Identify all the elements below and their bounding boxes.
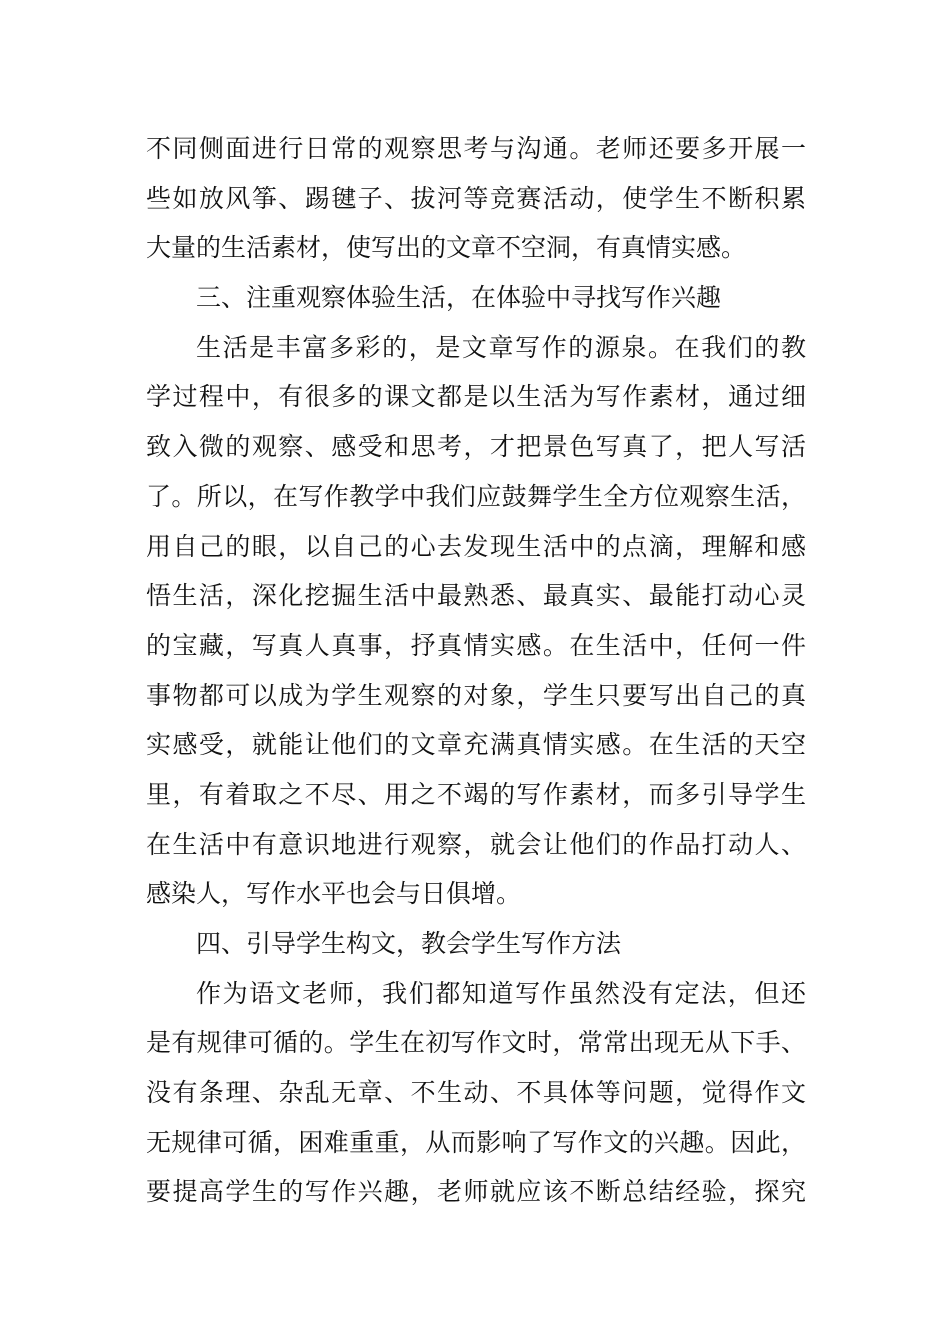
text-line: 悟生活，深化挖掘生活中最熟悉、最真实、最能打动心灵 <box>146 581 806 611</box>
text-line: 在生活中有意识地进行观察，就会让他们的作品打动人、 <box>146 829 806 859</box>
body-text <box>146 124 806 1217</box>
text-line: 是有规律可循的。学生在初写作文时，常常出现无从下手、 <box>146 1028 806 1058</box>
text-line: 作为语文老师，我们都知道写作虽然没有定法，但还 <box>196 978 806 1008</box>
text-line: 用自己的眼，以自己的心去发现生活中的点滴，理解和感 <box>146 531 806 561</box>
section-heading-3: 三、注重观察体验生活，在体验中寻找写作兴趣 <box>196 283 722 313</box>
text-line: 感染人，写作水平也会与日俱增。 <box>146 879 522 909</box>
text-line: 生活是丰富多彩的，是文章写作的源泉。在我们的教 <box>196 332 806 362</box>
text-line: 些如放风筝、踢毽子、拔河等竞赛活动，使学生不断积累 <box>146 183 806 213</box>
section-heading-4: 四、引导学生构文，教会学生写作方法 <box>196 929 622 958</box>
text-line: 事物都可以成为学生观察的对象，学生只要写出自己的真 <box>146 680 806 710</box>
text-line: 无规律可循，困难重重，从而影响了写作文的兴趣。因此， <box>146 1127 806 1157</box>
text-line: 大量的生活素材，使写出的文章不空洞，有真情实感。 <box>146 233 747 263</box>
text-line: 实感受，就能让他们的文章充满真情实感。在生活的天空 <box>146 730 806 760</box>
text-line: 没有条理、杂乱无章、不生动、不具体等问题，觉得作文 <box>146 1078 806 1108</box>
text-line: 学过程中，有很多的课文都是以生活为写作素材，通过细 <box>146 382 806 412</box>
text-line: 要提高学生的写作兴趣，老师就应该不断总结经验，探究 <box>146 1177 806 1207</box>
text-line: 致入微的观察、感受和思考，才把景色写真了，把人写活 <box>146 432 806 462</box>
text-line: 不同侧面进行日常的观察思考与沟通。老师还要多开展一 <box>146 134 806 163</box>
text-line: 里，有着取之不尽、用之不竭的写作素材，而多引导学生 <box>146 779 806 809</box>
text-line: 的宝藏，写真人真事，抒真情实感。在生活中，任何一件 <box>146 630 806 660</box>
text-line: 了。所以，在写作教学中我们应鼓舞学生全方位观察生活， <box>146 481 806 511</box>
